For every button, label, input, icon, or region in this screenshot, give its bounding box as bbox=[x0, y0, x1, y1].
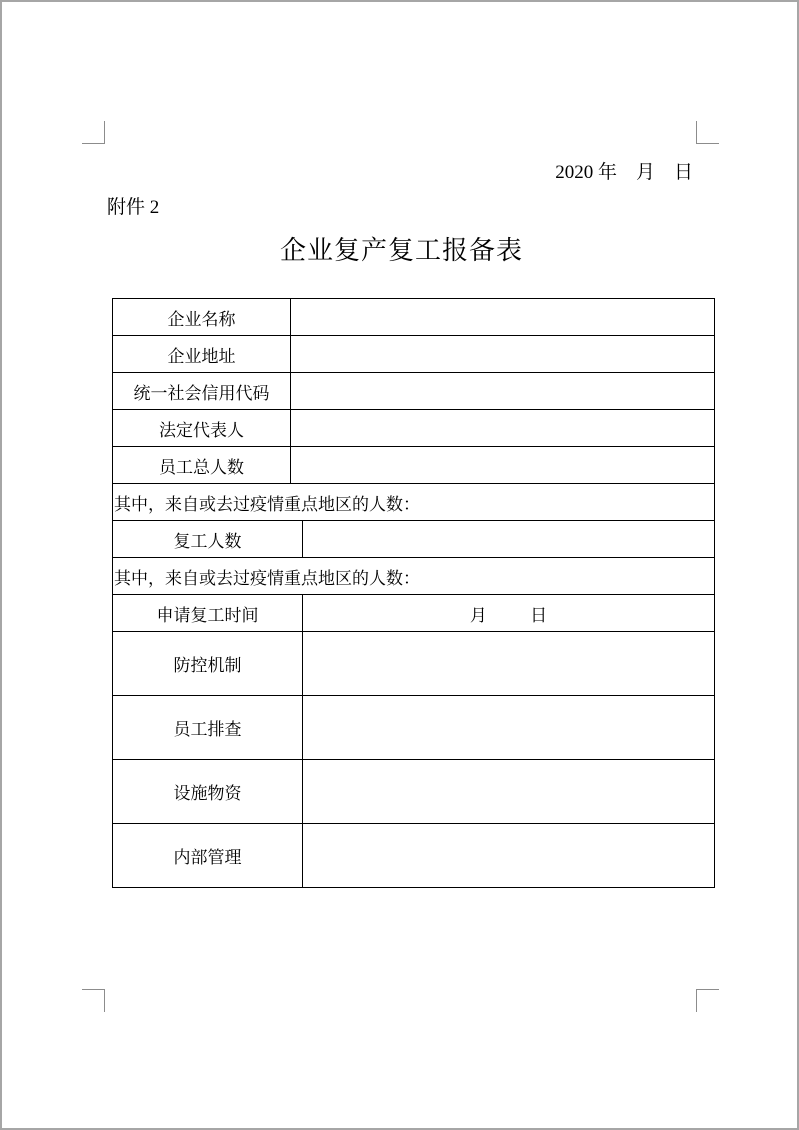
table-row bbox=[113, 824, 715, 888]
internal-mgmt-field[interactable] bbox=[303, 824, 715, 888]
margin-mark-top-left bbox=[82, 121, 105, 144]
total-staff-label: 员工总人数 bbox=[113, 447, 291, 484]
staff-screening-label: 员工排查 bbox=[113, 696, 303, 760]
internal-mgmt-label: 内部管理 bbox=[113, 824, 303, 888]
total-staff-field[interactable] bbox=[291, 447, 715, 484]
returning-staff-field[interactable] bbox=[303, 521, 715, 558]
credit-code-field[interactable] bbox=[291, 373, 715, 410]
legal-rep-label: 法定代表人 bbox=[113, 410, 291, 447]
table-row bbox=[113, 521, 715, 558]
credit-code-label: 统一社会信用代码 bbox=[113, 373, 291, 410]
margin-mark-bottom-right bbox=[696, 989, 719, 1012]
company-name-label: 企业名称 bbox=[113, 299, 291, 336]
margin-mark-top-right bbox=[696, 121, 719, 144]
table-row bbox=[113, 760, 715, 824]
page-title: 企业复产复工报备表 bbox=[279, 236, 523, 266]
returning-staff-label: 复工人数 bbox=[113, 521, 303, 558]
table-row bbox=[113, 484, 715, 521]
epidemic-area-returning-note[interactable]: 其中，来自或去过疫情重点地区的人数： bbox=[113, 558, 715, 595]
filing-form-table bbox=[112, 298, 715, 888]
date-line: 2020 年 月 日 bbox=[555, 162, 693, 183]
company-address-label: 企业地址 bbox=[113, 336, 291, 373]
table-row bbox=[113, 447, 715, 484]
apply-date-label: 申请复工时间 bbox=[113, 595, 303, 632]
apply-date-field[interactable]: 月 日 bbox=[303, 595, 715, 632]
company-address-field[interactable] bbox=[291, 336, 715, 373]
table-row bbox=[113, 373, 715, 410]
company-name-field[interactable] bbox=[291, 299, 715, 336]
table-row bbox=[113, 595, 715, 632]
table-row bbox=[113, 336, 715, 373]
table-row bbox=[113, 696, 715, 760]
facilities-field[interactable] bbox=[303, 760, 715, 824]
attachment-label: 附件 2 bbox=[107, 197, 160, 218]
epidemic-area-staff-note[interactable]: 其中，来自或去过疫情重点地区的人数： bbox=[113, 484, 715, 521]
margin-mark-bottom-left bbox=[82, 989, 105, 1012]
table-row bbox=[113, 299, 715, 336]
legal-rep-field[interactable] bbox=[291, 410, 715, 447]
staff-screening-field[interactable] bbox=[303, 696, 715, 760]
table-row bbox=[113, 410, 715, 447]
facilities-label: 设施物资 bbox=[113, 760, 303, 824]
table-row bbox=[113, 558, 715, 595]
prevention-field[interactable] bbox=[303, 632, 715, 696]
table-row bbox=[113, 632, 715, 696]
prevention-label: 防控机制 bbox=[113, 632, 303, 696]
